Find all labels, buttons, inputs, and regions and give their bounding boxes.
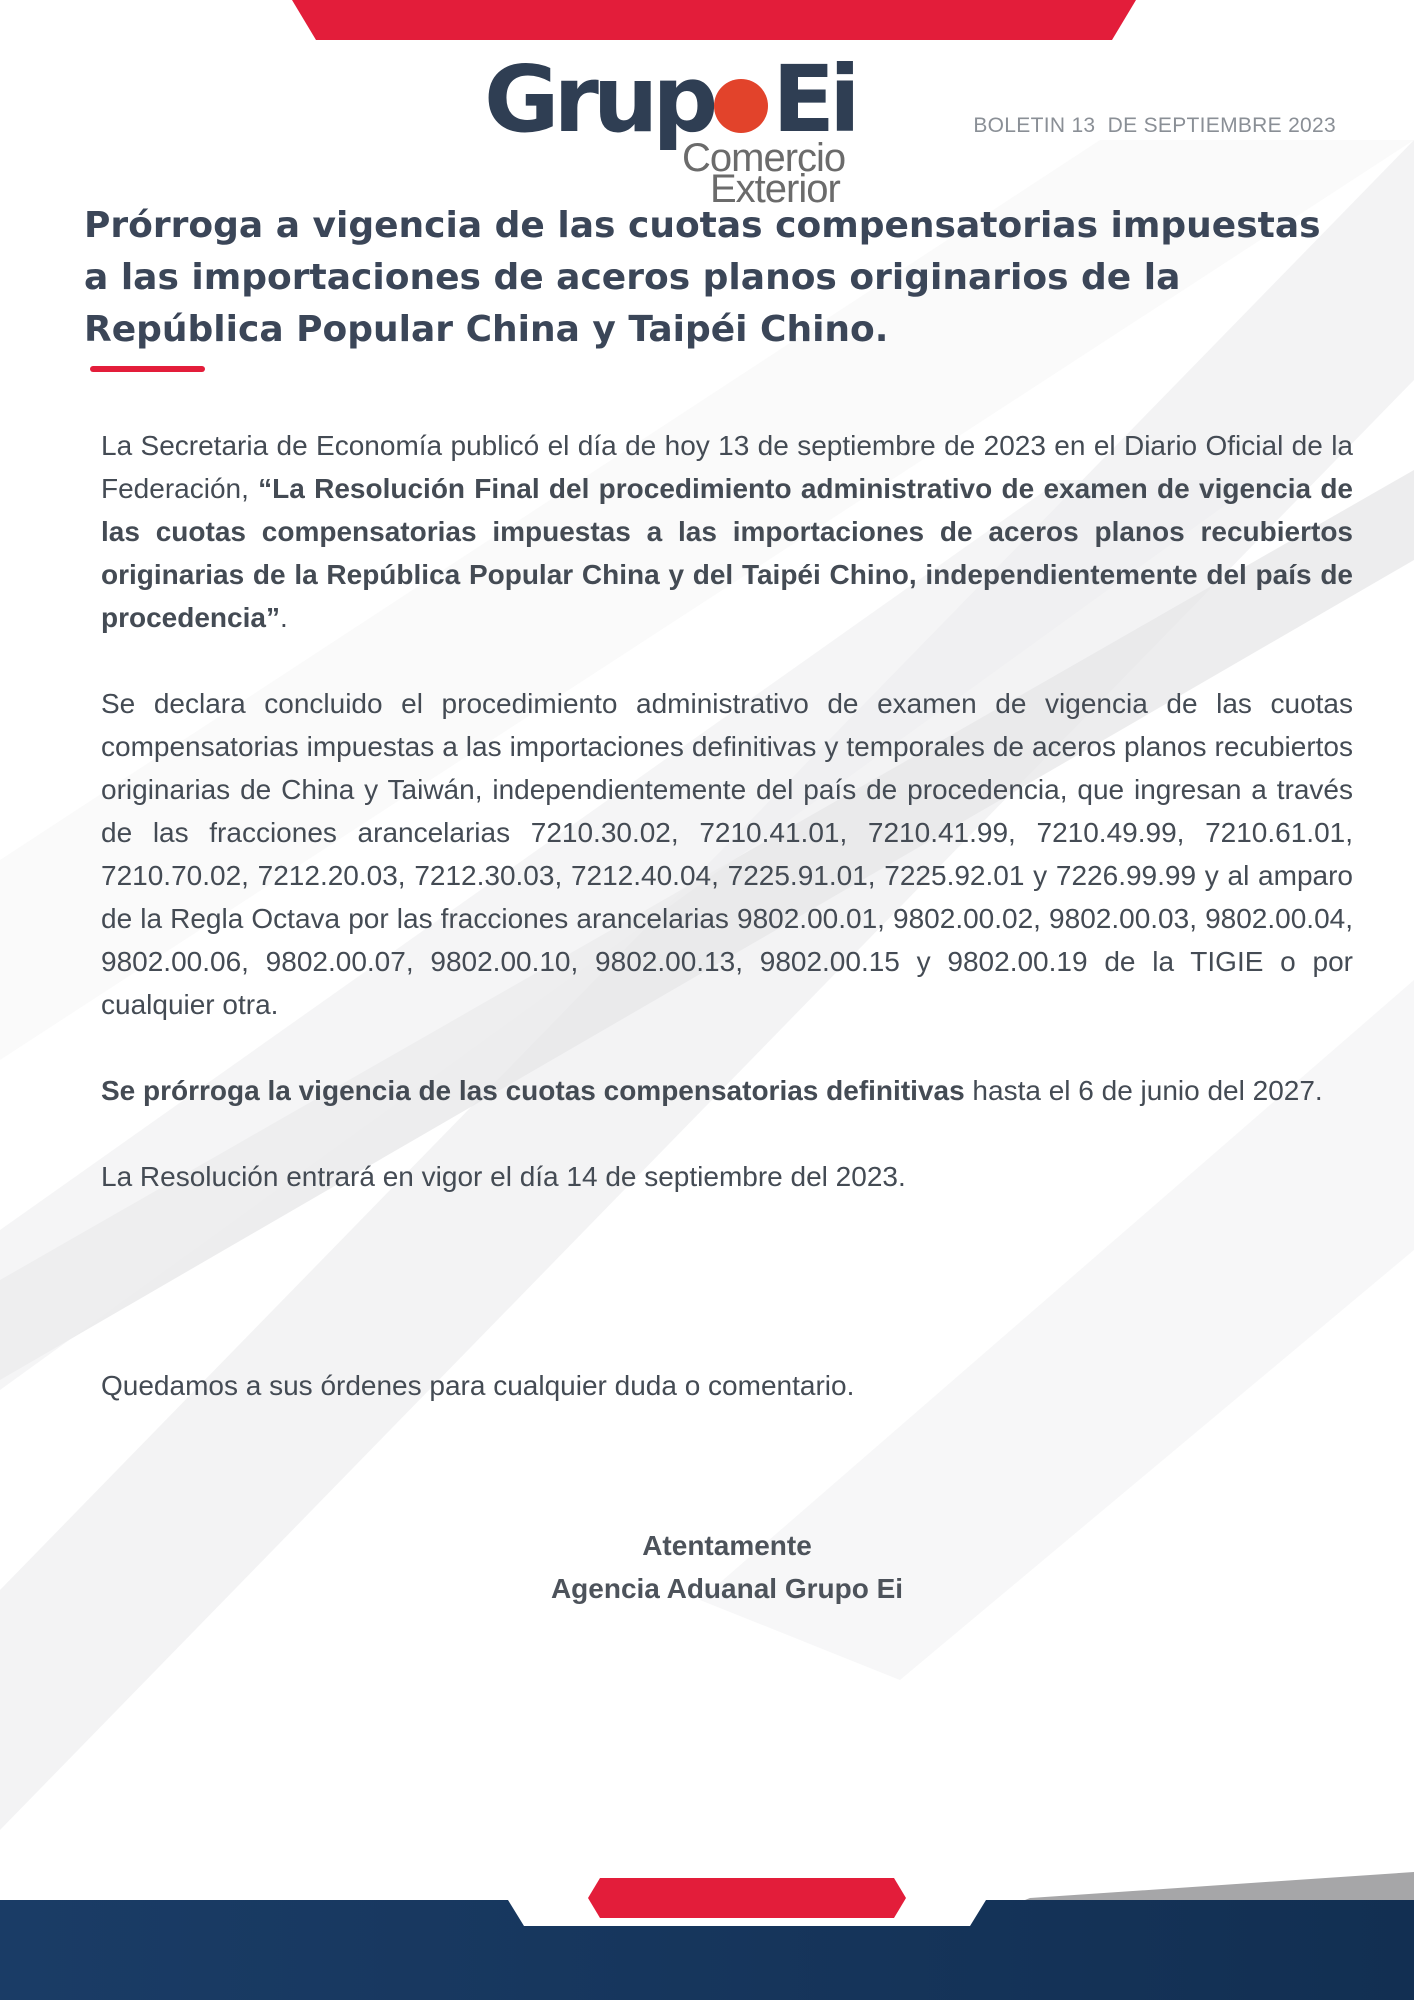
salutation: Atentamente	[642, 1530, 812, 1561]
footer-banner	[0, 1860, 1414, 2000]
bulletin-title: Prórroga a vigencia de las cuotas compensatorias impuestas a las importaciones de aceros planos originarios de la República Popular China y Taipéi Chino.	[84, 205, 1321, 350]
logo-text-grup: Grup	[484, 46, 713, 153]
signature: Agencia Aduanal Grupo Ei	[550, 1573, 904, 1604]
company-logo	[478, 46, 858, 211]
extension-rest: hasta el 6 de junio del 2027.	[964, 1075, 1323, 1106]
logo-wordmark	[484, 46, 855, 153]
paragraph-publication	[101, 424, 1353, 639]
logo-o-dot	[714, 79, 768, 133]
paragraph-closing-remark: Quedamos a sus órdenes para cualquier duda o comentario.	[101, 1370, 855, 1401]
bulletin-date: BOLETIN 13 DE SEPTIEMBRE 2023	[973, 114, 1336, 137]
title-underline	[90, 366, 205, 372]
top-red-banner	[0, 0, 1414, 42]
paragraph-effective-date: La Resolución entrará en vigor el día 14 de septiembre del 2023.	[101, 1161, 906, 1192]
paragraph-publication-end: .	[279, 602, 288, 633]
paragraph-conclusion: Se declara concluido el procedimiento administrativo de examen de vigencia de las cuotas compensatorias impuestas a las importaciones definitivas y temporales de aceros planos recubiertos originarias de China y Taiwán, independientemente del país de procedencia, que ingresan a través de las fracciones arancelarias 7210.30.02, 7210.41.01, 7210.41.99, 7210.49.99, 7210.61.01, 7210.70.02, 7212.20.03, 7212.30.03, 7212.40.04, 7225.91.01, 7225.92.01 y 7226.99.99 y al amparo de la Regla Octava por las fracciones arancelarias 9802.00.01, 9802.00.02, 9802.00.03, 9802.00.04, 9802.00.06, 9802.00.07, 9802.00.10, 9802.00.13, 9802.00.15 y 9802.00.19 de la TIGIE o por cualquier otra.	[101, 688, 1353, 1020]
paragraph-publication-intro: La Secretaria de Economía publicó el día de hoy 13 de septiembre de 2023 en el Diario Oficial de la Federación,	[101, 430, 1353, 504]
logo-text-ei: Ei	[772, 46, 855, 153]
extension-bold: Se prórroga la vigencia de las cuotas compensatorias definitivas	[101, 1075, 965, 1106]
paragraph-extension	[101, 1069, 1353, 1112]
closing-signature	[0, 1524, 1414, 1610]
resolution-title: “La Resolución Final del procedimiento administrativo de examen de vigencia de las cuotas compensatorias impuestas a las importaciones de aceros planos recubiertos originarias de la República Popular China y del Taipéi Chino, independientemente del país de procedencia”	[101, 473, 1354, 633]
bulletin-body	[101, 424, 1353, 1407]
logo-subtitle-line1: Comercio	[682, 136, 846, 180]
logo-subtitle-line2: Exterior	[710, 167, 840, 211]
